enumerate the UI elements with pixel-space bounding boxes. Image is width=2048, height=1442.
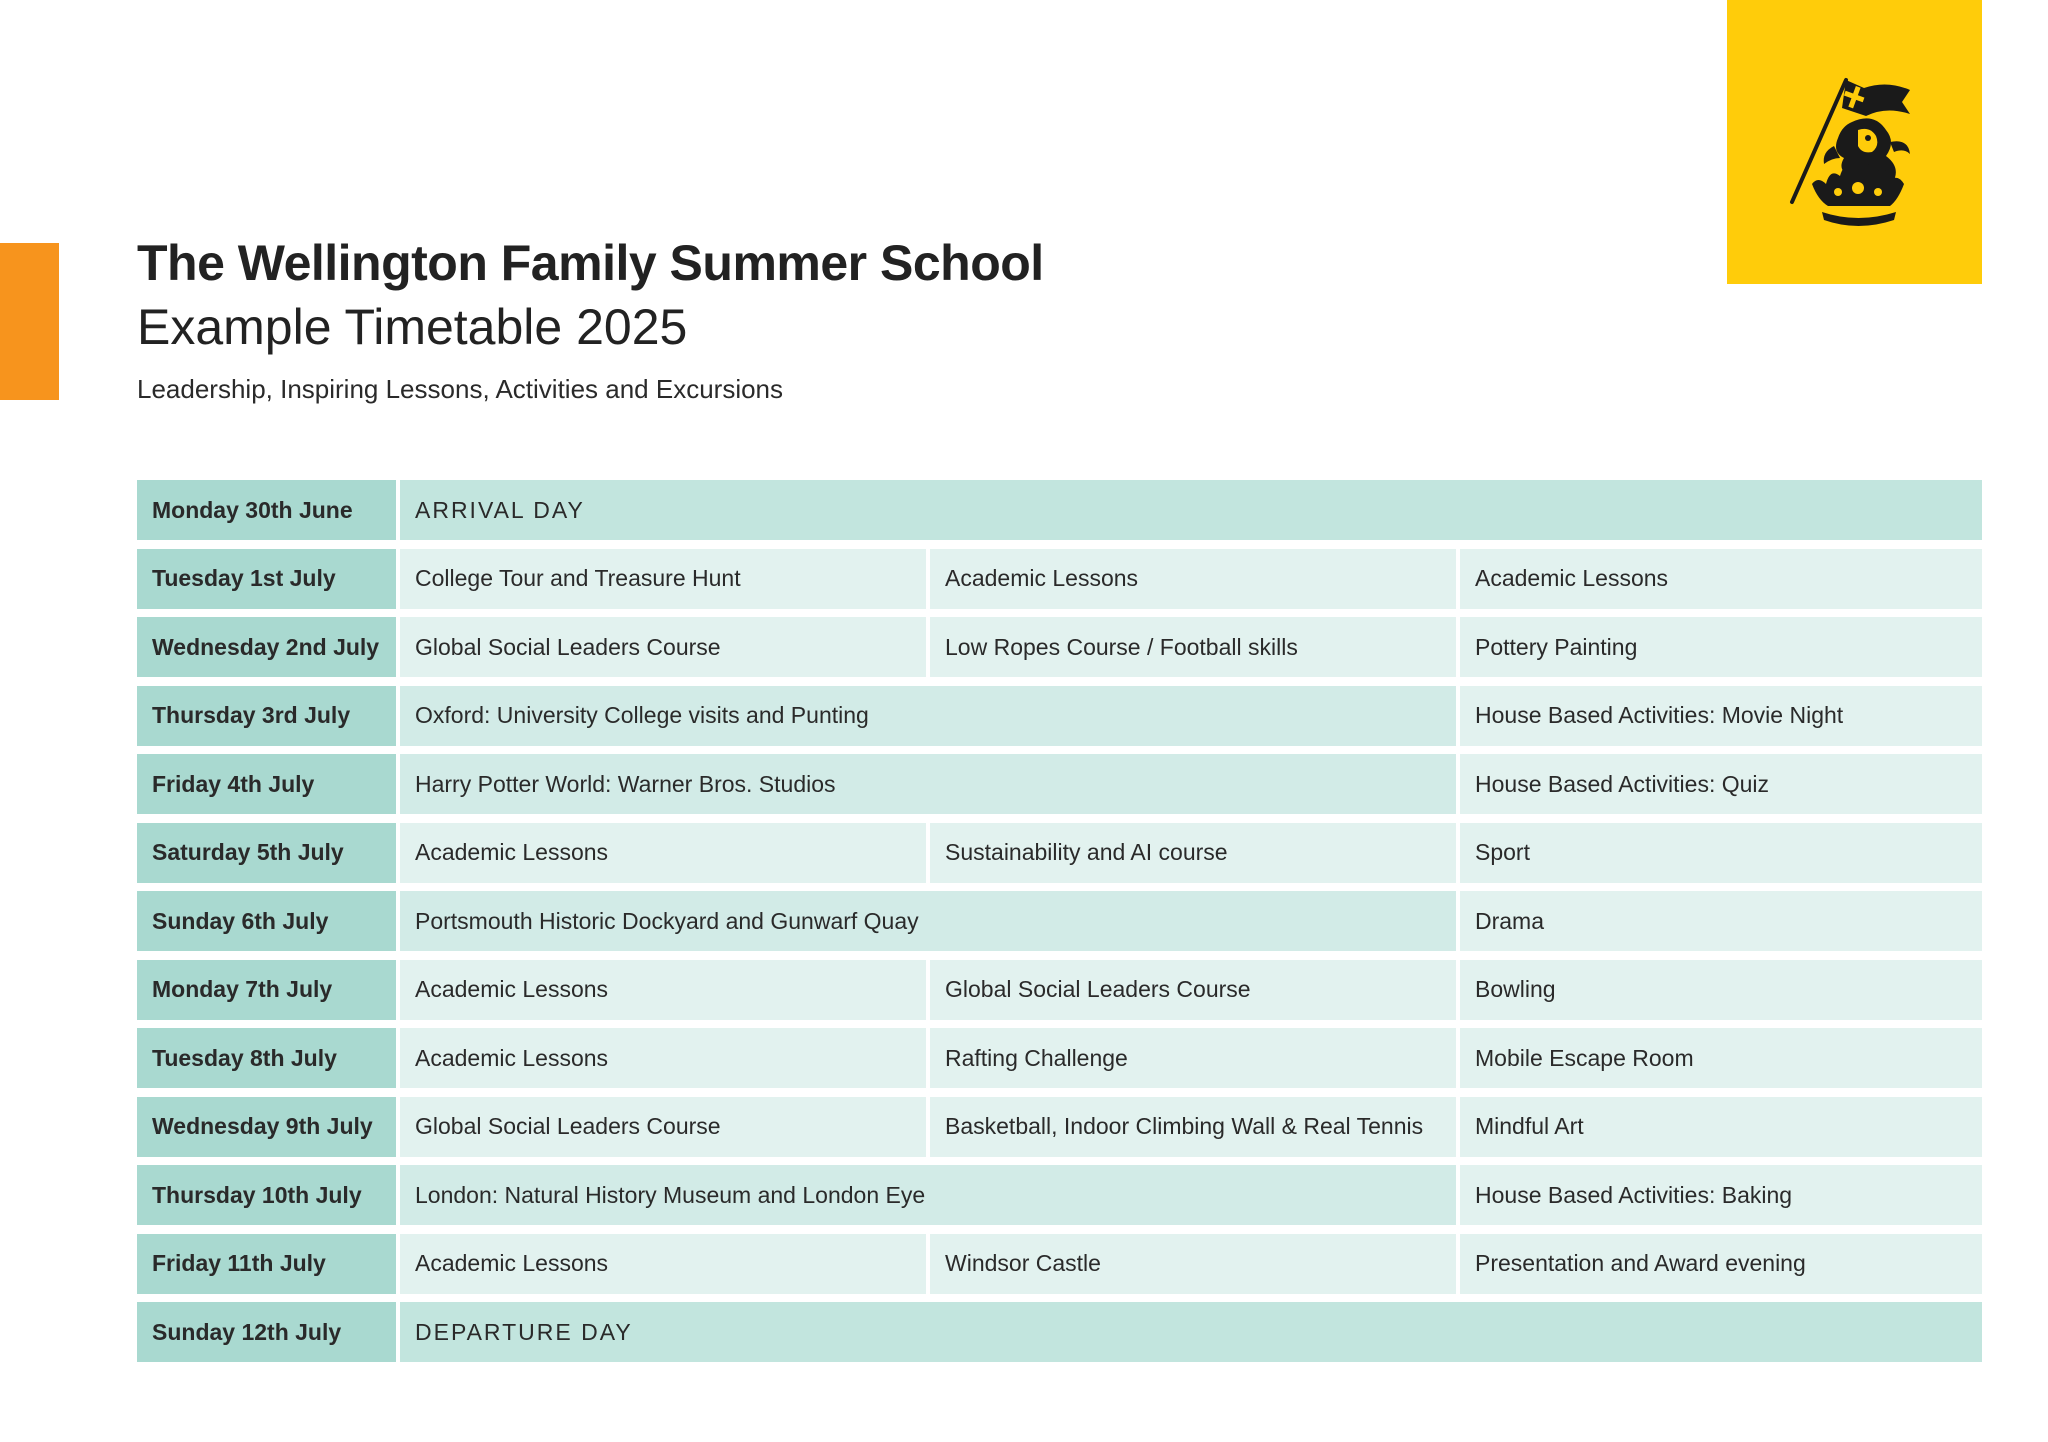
timetable-row [137,1028,1982,1088]
day-label: Thursday 3rd July [137,686,396,746]
activity-cell-wide: Portsmouth Historic Dockyard and Gunwarf Quay [400,891,1456,951]
activity-cell: Global Social Leaders Course [400,1097,926,1157]
timetable [137,480,1982,1371]
timetable-row [137,617,1982,677]
timetable-row [137,823,1982,883]
page-tagline: Leadership, Inspiring Lessons, Activities and Excursions [137,374,784,404]
day-label: Monday 7th July [137,960,396,1020]
day-label: Sunday 6th July [137,891,396,951]
day-label: Monday 30th June [137,480,396,540]
day-label: Wednesday 9th July [137,1097,396,1157]
activity-cell: Rafting Challenge [930,1028,1456,1088]
activity-cell: Bowling [1460,960,1982,1020]
timetable-row [137,549,1982,609]
activity-cell: Sport [1460,823,1982,883]
activity-cell: House Based Activities: Movie Night [1460,686,1982,746]
lion-crown-flag-icon [1782,72,1932,242]
activity-cell: Academic Lessons [930,549,1456,609]
activity-cell: Global Social Leaders Course [930,960,1456,1020]
activity-cell: Academic Lessons [400,960,926,1020]
activity-cell-wide: Harry Potter World: Warner Bros. Studios [400,754,1456,814]
activity-cell: Pottery Painting [1460,617,1982,677]
timetable-row [137,1165,1982,1225]
activity-cell: Academic Lessons [400,823,926,883]
day-label: Tuesday 1st July [137,549,396,609]
activity-cell: College Tour and Treasure Hunt [400,549,926,609]
orange-accent-tab [0,243,59,400]
activity-cell-wide: London: Natural History Museum and London Eye [400,1165,1456,1225]
timetable-row [137,480,1982,540]
timetable-row [137,1097,1982,1157]
activity-cell: Presentation and Award evening [1460,1234,1982,1294]
activity-cell: Academic Lessons [1460,549,1982,609]
day-label: Tuesday 8th July [137,1028,396,1088]
day-label: Saturday 5th July [137,823,396,883]
day-label: Friday 4th July [137,754,396,814]
timetable-row [137,1234,1982,1294]
activity-cell: Mindful Art [1460,1097,1982,1157]
activity-cell-wide: Oxford: University College visits and Punting [400,686,1456,746]
activity-cell: House Based Activities: Baking [1460,1165,1982,1225]
timetable-row [137,960,1982,1020]
day-label: Friday 11th July [137,1234,396,1294]
activity-cell: Academic Lessons [400,1234,926,1294]
timetable-row [137,754,1982,814]
activity-cell: Sustainability and AI course [930,823,1456,883]
day-label: Thursday 10th July [137,1165,396,1225]
page-subtitle: Example Timetable 2025 [137,299,688,355]
activity-cell: Drama [1460,891,1982,951]
school-logo [1727,0,1982,284]
activity-cell-full: DEPARTURE DAY [400,1302,1982,1362]
activity-cell: Academic Lessons [400,1028,926,1088]
activity-cell: House Based Activities: Quiz [1460,754,1982,814]
timetable-row [137,686,1982,746]
timetable-row [137,1302,1982,1362]
page-title: The Wellington Family Summer School [137,235,1044,291]
timetable-row [137,891,1982,951]
activity-cell: Basketball, Indoor Climbing Wall & Real Tennis [930,1097,1456,1157]
activity-cell-full: ARRIVAL DAY [400,480,1982,540]
activity-cell: Mobile Escape Room [1460,1028,1982,1088]
activity-cell: Low Ropes Course / Football skills [930,617,1456,677]
activity-cell: Windsor Castle [930,1234,1456,1294]
day-label: Wednesday 2nd July [137,617,396,677]
activity-cell: Global Social Leaders Course [400,617,926,677]
day-label: Sunday 12th July [137,1302,396,1362]
